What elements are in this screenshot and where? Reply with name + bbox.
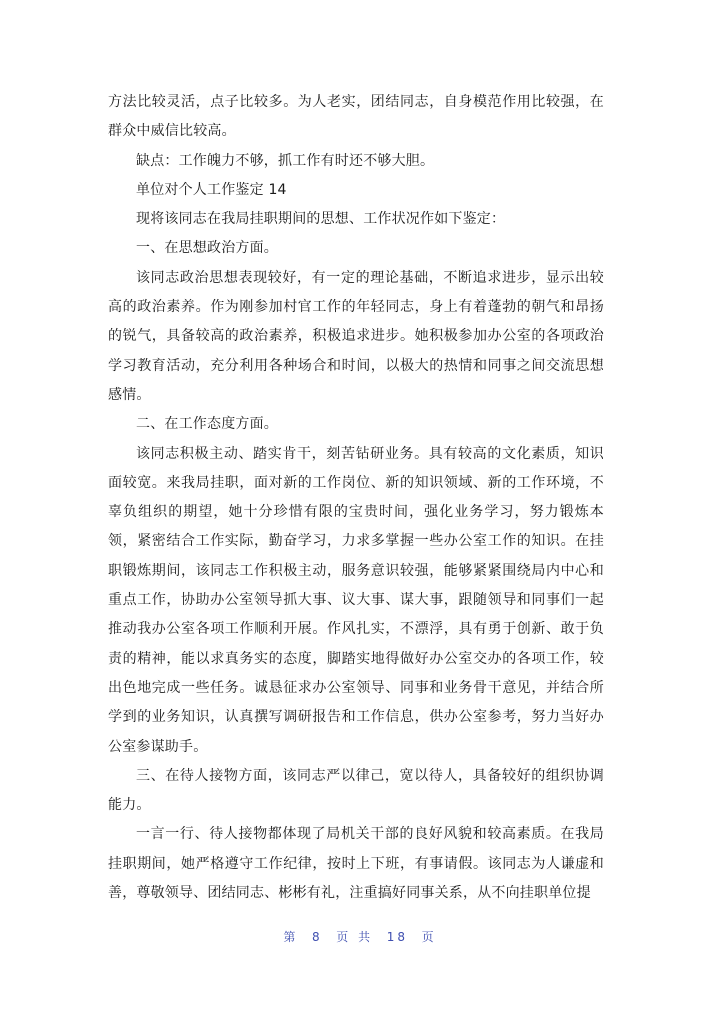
paragraph-9: 三、在待人接物方面，该同志严以律己，宽以待人，具备较好的组织协调能力。 (108, 767, 604, 814)
paragraph-6: 该同志政治思想表现较好，有一定的理论基础，不断追求进步，显示出较高的政治素养。作为刚参加村官工作的年轻同志，身上有着蓬勃的朝气和昂扬的锐气，具备较高的政治素养，积极追求进步。她积极参加办公室的各项政治学习教育活动，充分利用各种场合和时间，以极大的热情和同事之间交流思想感情。 (108, 269, 604, 403)
paragraph-7: 二、在工作态度方面。 (136, 416, 278, 433)
paragraph-3: 单位对个人工作鉴定 14 (136, 181, 287, 198)
paragraph-5: 一、在思想政治方面。 (136, 240, 278, 257)
paragraph-8: 该同志积极主动、踏实肯干，刻苦钻研业务。具有较高的文化素质，知识面较宽。来我局挂职，面对新的工作岗位、新的知识领域、新的工作环境，不辜负组织的期望，她十分珍惜有限的宝贵时间，强化业务学习，努力锻炼本领，紧密结合工作实际，勤奋学习，力求多掌握一些办公室工作的知识。在挂职锻炼期间，该同志工作积极主动，服务意识较强，能够紧紧围绕局内中心和重点工作，协助办公室领导抓大事、议大事、谋大事，跟随领导和同事们一起推动我办公室各项工作顺利开展。作风扎实，不漂浮，具有勇于创新、敢于负责的精神，能以求真务实的态度，脚踏实地得做好办公室交办的各项工作，较出色地完成一些任务。诚恳征求办公室领导、同事和业务骨干意见，并结合所学到的业务知识，认真撰写调研报告和工作信息，供办公室参考，努力当好办公室参谋助手。 (108, 445, 604, 755)
paragraph-1: 方法比较灵活，点子比较多。为人老实，团结同志，自身模范作用比较强，在群众中威信比较高。 (108, 94, 604, 140)
paragraph-4: 现将该同志在我局挂职期间的思想、工作状况作如下鉴定： (136, 211, 506, 228)
page-number-footer: 第 8 页 共 18 页 (283, 930, 437, 944)
paragraph-10: 一言一行、待人接物都体现了局机关干部的良好风貌和较高素质。在我局挂职期间，她严格遵守工作纪律，按时上下班，有事请假。该同志为人谦虚和善，尊敬领导、团结同志、彬彬有礼，注重搞好同事关系，从不向挂职单位提 (108, 826, 604, 902)
paragraph-2: 缺点：工作魄力不够，抓工作有时还不够大胆。 (136, 152, 435, 169)
document-body (108, 88, 604, 908)
